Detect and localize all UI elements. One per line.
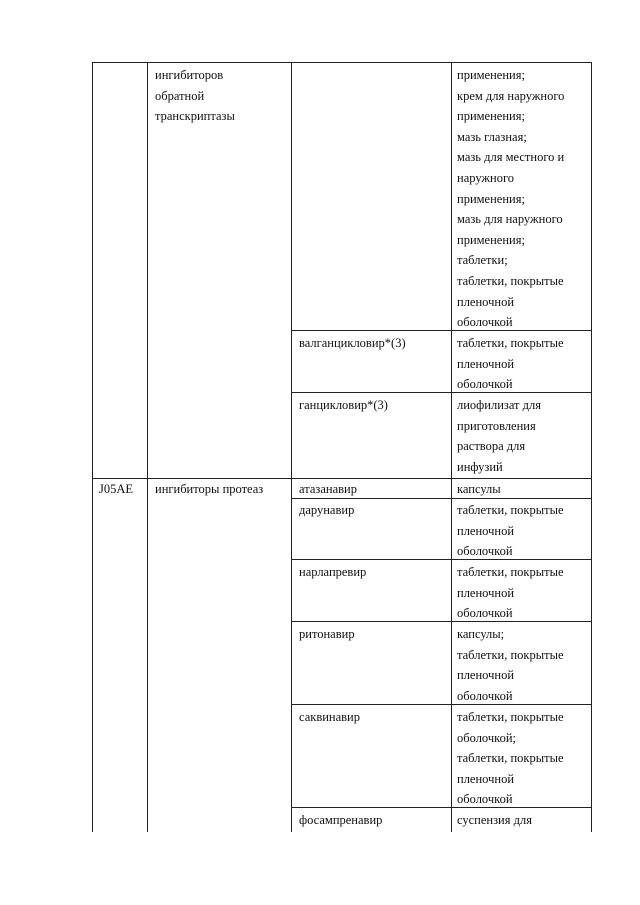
cell-drug-name: нарлапревир bbox=[299, 565, 367, 579]
column-divider-drug bbox=[451, 62, 452, 832]
cell-dosage-form: таблетки, покрытые пленочной оболочкой bbox=[457, 336, 564, 392]
table-border-right bbox=[591, 62, 592, 832]
cell-dosage-form: применения; крем для наружного применения; мазь глазная; мазь для местного и наружного применения; мазь для наружного применения; таблетки; таблетки, покрытые пленочной оболочкой bbox=[457, 68, 565, 330]
cell-dosage-form: капсулы; таблетки, покрытые пленочной оболочкой bbox=[457, 627, 564, 703]
cell-drug-name: дарунавир bbox=[299, 503, 355, 517]
column-divider-code bbox=[147, 62, 148, 832]
cell-drug-name: ганцикловир*(3) bbox=[299, 398, 388, 412]
cell-dosage-form: капсулы bbox=[457, 482, 501, 496]
cell-dosage-form: лиофилизат для приготовления раствора для инфузий bbox=[457, 398, 541, 474]
cell-dosage-form: таблетки, покрытые пленочной оболочкой bbox=[457, 503, 564, 559]
cell-group-name: ингибиторов обратной транскриптазы bbox=[155, 68, 235, 124]
cell-drug-name: атазанавир bbox=[299, 482, 357, 496]
cell-drug-name: фосампренавир bbox=[299, 813, 383, 827]
table-border-left bbox=[92, 62, 93, 832]
table-border-top bbox=[92, 62, 592, 63]
cell-atc-code: J05AE bbox=[99, 482, 134, 496]
column-divider-group bbox=[291, 62, 292, 832]
cell-drug-name: ритонавир bbox=[299, 627, 355, 641]
cell-dosage-form: таблетки, покрытые пленочной оболочкой bbox=[457, 565, 564, 621]
drug-table bbox=[92, 62, 592, 832]
cell-drug-name: валганцикловир*(3) bbox=[299, 336, 406, 350]
cell-dosage-form: суспензия для bbox=[457, 813, 532, 827]
cell-group-name: ингибиторы протеаз bbox=[155, 482, 264, 496]
cell-dosage-form: таблетки, покрытые оболочкой; таблетки, покрытые пленочной оболочкой bbox=[457, 710, 564, 807]
cell-drug-name: саквинавир bbox=[299, 710, 360, 724]
